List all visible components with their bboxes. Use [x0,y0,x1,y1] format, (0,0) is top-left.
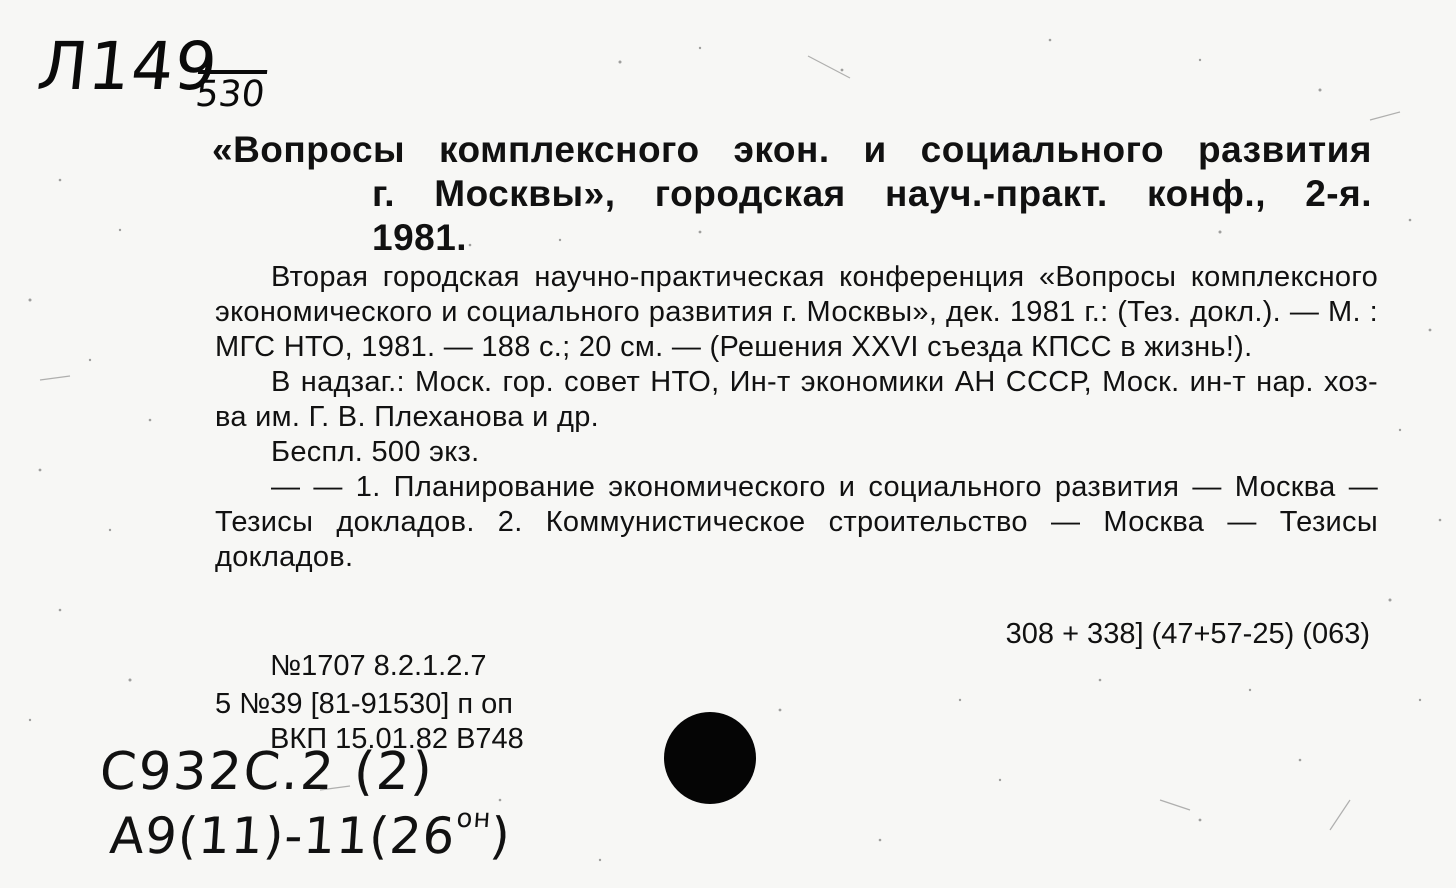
title-line-2: г. Москвы», городская науч.-практ. конф., 2-я. [372,173,1372,214]
handwritten-code-1: С932С.2 (2) [97,742,436,802]
handwritten-code-2 [108,804,513,865]
subjects-paragraph: — — 1. Планирование экономического и социального развития — Москва — Тезисы докладов. 2. Коммунистическое строительство — Москва — Тезисы докладов. [215,471,1378,573]
title-line-3: 1981. [372,217,468,258]
title-line-1: «Вопросы комплексного экон. и социального развития [212,129,1372,170]
shelf-mark: Л149 [33,28,222,105]
punch-hole [664,712,756,804]
service-line-3: ВКП 15.01.82 В748 [270,723,524,755]
card-title [212,128,1372,260]
author-note-paragraph: В надзаг.: Моск. гор. совет НТО, Ин-т экономики АН СССР, Моск. ин-т нар. хоз-ва им. Г. В. Плеханова и др. [215,366,1378,433]
handwritten-code-2-main: А9(11)-11(26 [107,807,458,865]
description-paragraph: Вторая городская научно-практическая конференция «Вопросы комплексного экономического и социального развития г. Москвы», дек. 1981 г.: (Тез. докл.). — М. : МГС НТО, 1981. — 188 с.; 20 см. — (Решения XXVI съезда КПСС в жизнь!). [215,261,1378,363]
description-block [215,260,1378,575]
price-paragraph: Беспл. 500 экз. [271,436,480,468]
handwritten-code-2-end: ) [488,807,513,865]
service-line-1: №1707 8.2.1.2.7 [270,650,487,682]
handwritten-code-2-superscript: он [455,804,493,834]
shelf-mark-number: 530 [194,70,267,114]
service-line-2: 5 №39 [81-91530] п оп [215,688,513,720]
classification-index: 308 + 338] (47+57-25) (063) [1005,618,1370,650]
